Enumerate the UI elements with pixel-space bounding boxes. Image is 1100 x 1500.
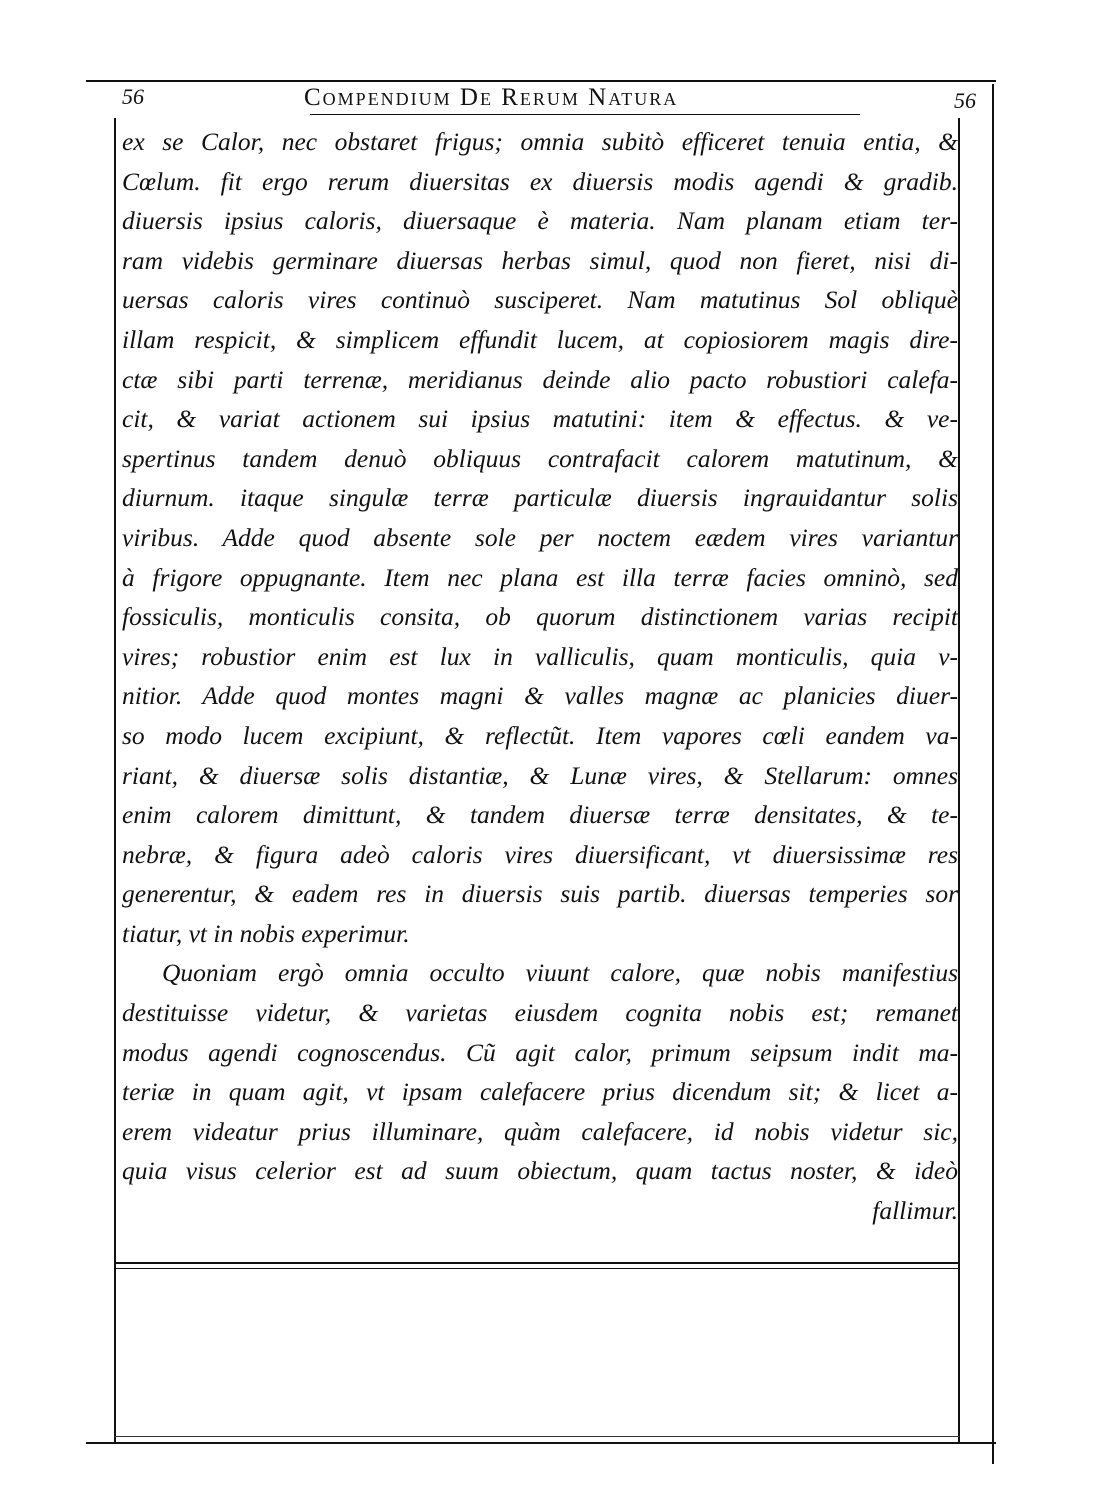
text-line: enim calorem dimittunt, & tandem diuersæ terræ densitates, & te- <box>122 800 958 830</box>
text-line: riant, & diuersæ solis distantiæ, & Lunæ vires, & Stellarum: omnes <box>122 760 958 790</box>
title-underline <box>310 114 860 115</box>
section-rule-thin <box>114 1268 960 1269</box>
text-line: nitior. Adde quod montes magni & valles magnæ ac planicies diuer- <box>122 681 958 711</box>
text-line: modus agendi cognoscendus. Cũ agit calor, primum seipsum indit ma- <box>122 1037 958 1067</box>
running-head <box>86 82 976 116</box>
text-line: nebræ, & figura adeò caloris vires diuersificant, vt diuersissimæ res <box>122 839 958 869</box>
text-line: vires; robustior enim est lux in valliculis, quam monticulis, quia v- <box>122 641 958 671</box>
section-rule <box>114 1262 960 1264</box>
text-line: spertinus tandem denuò obliquus contrafacit calorem matutinum, & <box>122 443 958 473</box>
text-line: diurnum. itaque singulæ terræ particulæ diuersis ingrauidantur solis <box>122 483 958 513</box>
text-line: erem videatur prius illuminare, quàm calefacere, id nobis videtur sic, <box>122 1116 958 1146</box>
text-line: uersas caloris vires continuò susciperet. Nam matutinus Sol obliquè <box>122 285 958 315</box>
outer-margin-rule <box>992 84 994 1464</box>
text-line: ctæ sibi parti terrenæ, meridianus deinde alio pacto robustiori calefa- <box>122 364 958 394</box>
text-line: quia visus celerior est ad suum obiectum, quam tactus noster, & ideò <box>122 1156 958 1186</box>
text-line: illam respicit, & simplicem effundit lucem, at copiosiorem magis dire- <box>122 324 958 354</box>
text-line: cit, & variat actionem sui ipsius matutini: item & effectus. & ve- <box>122 404 958 434</box>
frame-bottom-rule <box>114 1436 960 1437</box>
body-text <box>122 122 958 1231</box>
text-line: fossiculis, monticulis consita, ob quorum distinctionem varias recipit <box>122 602 958 632</box>
text-line: generentur, & eadem res in diuersis suis partib. diuersas temperies sor <box>122 879 958 909</box>
text-line: so modo lucem excipiunt, & reflectũt. Item vapores cœli eandem va- <box>122 720 958 750</box>
running-title: Compendium De Rerum Natura <box>304 84 679 111</box>
text-line: diuersis ipsius caloris, diuersaque è materia. Nam planam etiam ter- <box>122 206 958 236</box>
text-line: viribus. Adde quod absente sole per noctem eædem vires variantur <box>122 522 958 552</box>
text-line: teriæ in quam agit, vt ipsam calefacere prius dicendum sit; & licet a- <box>122 1077 958 1107</box>
folio-right: 56 <box>954 88 976 113</box>
text-line: ram videbis germinare diuersas herbas simul, quod non fieret, nisi di- <box>122 245 958 275</box>
text-line: Cœlum. fit ergo rerum diuersitas ex diuersis modis agendi & gradib. <box>122 166 958 196</box>
text-line: tiatur, vt in nobis experimur. <box>122 918 410 948</box>
folio-left: 56 <box>122 84 144 109</box>
text-line: ex se Calor, nec obstaret frigus; omnia subitò efficeret tenuia entia, & <box>122 127 958 156</box>
text-line: fallimur. <box>872 1196 958 1226</box>
bottom-rule <box>86 1442 996 1444</box>
text-line: Quoniam ergò omnia occulto viuunt calore, quæ nobis manifestius <box>162 958 958 988</box>
text-line: à frigore oppugnante. Item nec plana est illa terræ facies omninò, sed <box>122 562 958 592</box>
text-line: destituisse videtur, & varietas eiusdem cognita nobis est; remanet <box>122 998 958 1028</box>
